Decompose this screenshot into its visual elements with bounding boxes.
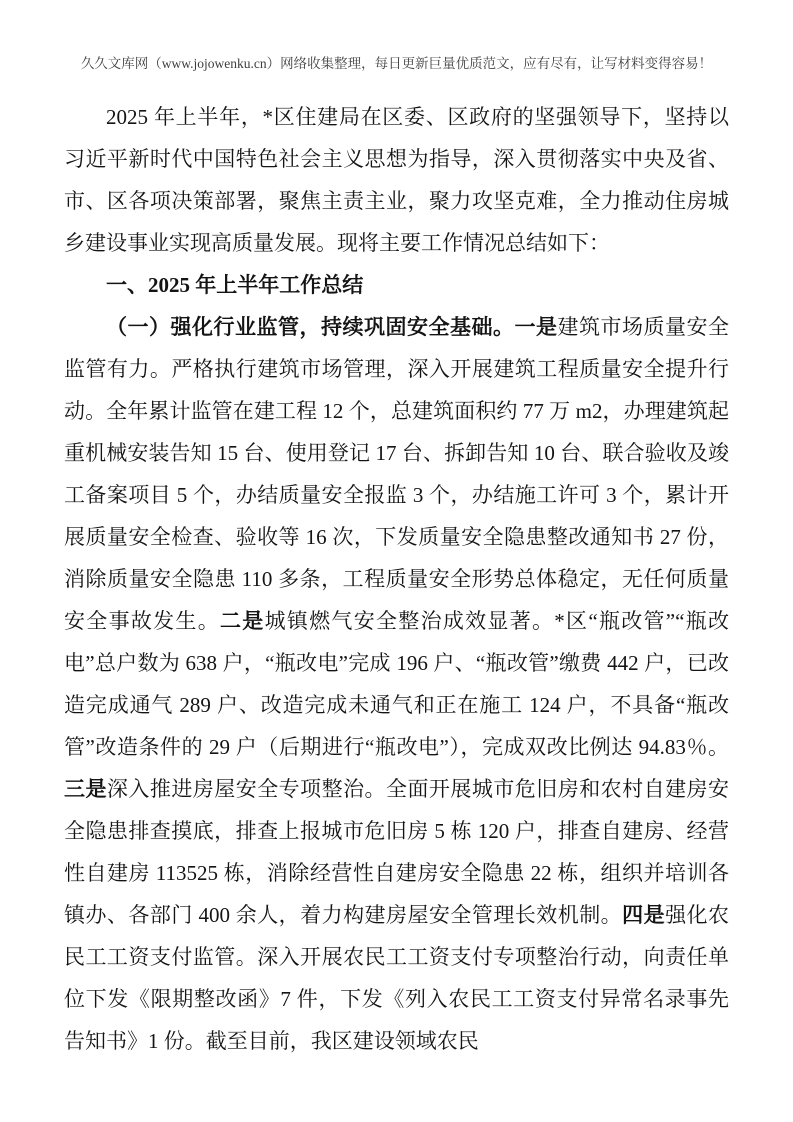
paragraph — [64, 306, 729, 1062]
text-run: 建筑市场质量安全监管有力。严格执行建筑市场管理，深入开展建筑工程质量安全提升行动。全年累计监管在建工程 12 个，总建筑面积约 77 万 m2，办理建筑起重机械安装告知 15 台、使用登记 17 台、拆卸告知 10 台、联合验收及竣工备案项目 5 个，办结质量安全报监 3 个，办结施工许可 3 个，累计开展质量安全检查、验收等 16 次，下发质量安全隐患整改通知书 27 份，消除质量安全隐患 110 多条，工程质量安全形势总体稳定，无任何质量安全事故发生。 — [64, 315, 729, 633]
bold-text-run: 一、2025 年上半年工作总结 — [106, 273, 364, 297]
paragraph — [64, 96, 729, 264]
bold-text-run: 二是 — [220, 609, 265, 633]
bold-text-run: 三是 — [64, 777, 107, 801]
bold-text-run: 四是 — [622, 903, 666, 927]
text-run: 城镇燃气安全整治成效显著。*区“瓶改管”“瓶改电”总户数为 638 户，“瓶改电”完成 196 户、“瓶改管”缴费 442 户，已改造完成通气 289 户、改造完成未通气和正在施工 124 户，不具备“瓶改管”改造条件的 29 户（后期进行“瓶改电”），完成双改比例达 94.83％。 — [64, 609, 730, 759]
watermark-header: 久久文库网（www.jojowenku.cn）网络收集整理，每日更新巨量优质范文，应有尽有，让写材料变得容易！ — [80, 56, 713, 71]
text-run: 强化农民工工资支付监管。深入开展农民工工资支付专项整治行动，向责任单位下发《限期整改函》7 件，下发《列入农民工工资支付异常名录事先告知书》1 份。截至目前，我区建设领域农民 — [64, 903, 730, 1053]
bold-text-run: （一）强化行业监管，持续巩固安全基础。一是 — [106, 315, 558, 339]
section-heading — [64, 264, 729, 306]
document-body — [64, 96, 729, 1062]
text-run: 2025 年上半年，*区住建局在区委、区政府的坚强领导下，坚持以习近平新时代中国特色社会主义思想为指导，深入贯彻落实中央及省、市、区各项决策部署，聚焦主责主业，聚力攻坚克难，全力推动住房城乡建设事业实现高质量发展。现将主要工作情况总结如下： — [64, 105, 729, 255]
text-run: 深入推进房屋安全专项整治。全面开展城市危旧房和农村自建房安全隐患排查摸底，排查上报城市危旧房 5 栋 120 户，排查自建房、经营性自建房 113525 栋，消除经营性自建房安全隐患 22 栋，组织并培训各镇办、各部门 400 余人，着力构建房屋安全管理长效机制。 — [64, 777, 730, 927]
